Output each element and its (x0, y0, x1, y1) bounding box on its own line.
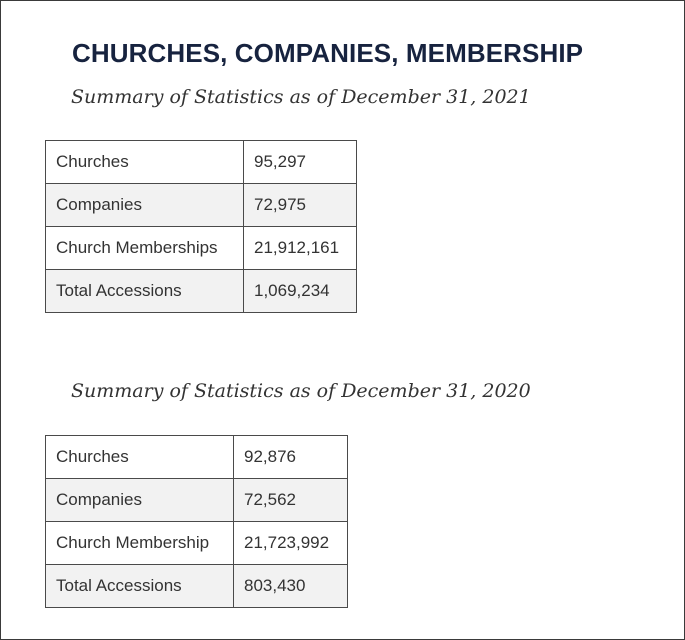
table-row (46, 227, 357, 270)
table-row (46, 270, 357, 313)
row-value: 21,912,161 (244, 227, 357, 270)
row-label: Churches (46, 436, 234, 479)
row-label: Church Memberships (46, 227, 244, 270)
table-row (46, 479, 348, 522)
row-value: 21,723,992 (234, 522, 348, 565)
row-label: Companies (46, 479, 234, 522)
table-row (46, 436, 348, 479)
row-label: Church Membership (46, 522, 234, 565)
row-value: 803,430 (234, 565, 348, 608)
table-row (46, 141, 357, 184)
row-value: 95,297 (244, 141, 357, 184)
row-label: Companies (46, 184, 244, 227)
stats-table-2021 (45, 140, 357, 313)
row-value: 92,876 (234, 436, 348, 479)
row-value: 72,562 (234, 479, 348, 522)
row-label: Churches (46, 141, 244, 184)
section-subtitle-2021: Summary of Statistics as of December 31, 2021 (71, 86, 531, 108)
row-label: Total Accessions (46, 270, 244, 313)
row-value: 72,975 (244, 184, 357, 227)
row-label: Total Accessions (46, 565, 234, 608)
row-value: 1,069,234 (244, 270, 357, 313)
table-row (46, 184, 357, 227)
stats-table-2020 (45, 435, 348, 608)
section-subtitle-2020: Summary of Statistics as of December 31, 2020 (71, 380, 531, 402)
table-row (46, 522, 348, 565)
page-title: CHURCHES, COMPANIES, MEMBERSHIP (72, 38, 584, 68)
table-row (46, 565, 348, 608)
